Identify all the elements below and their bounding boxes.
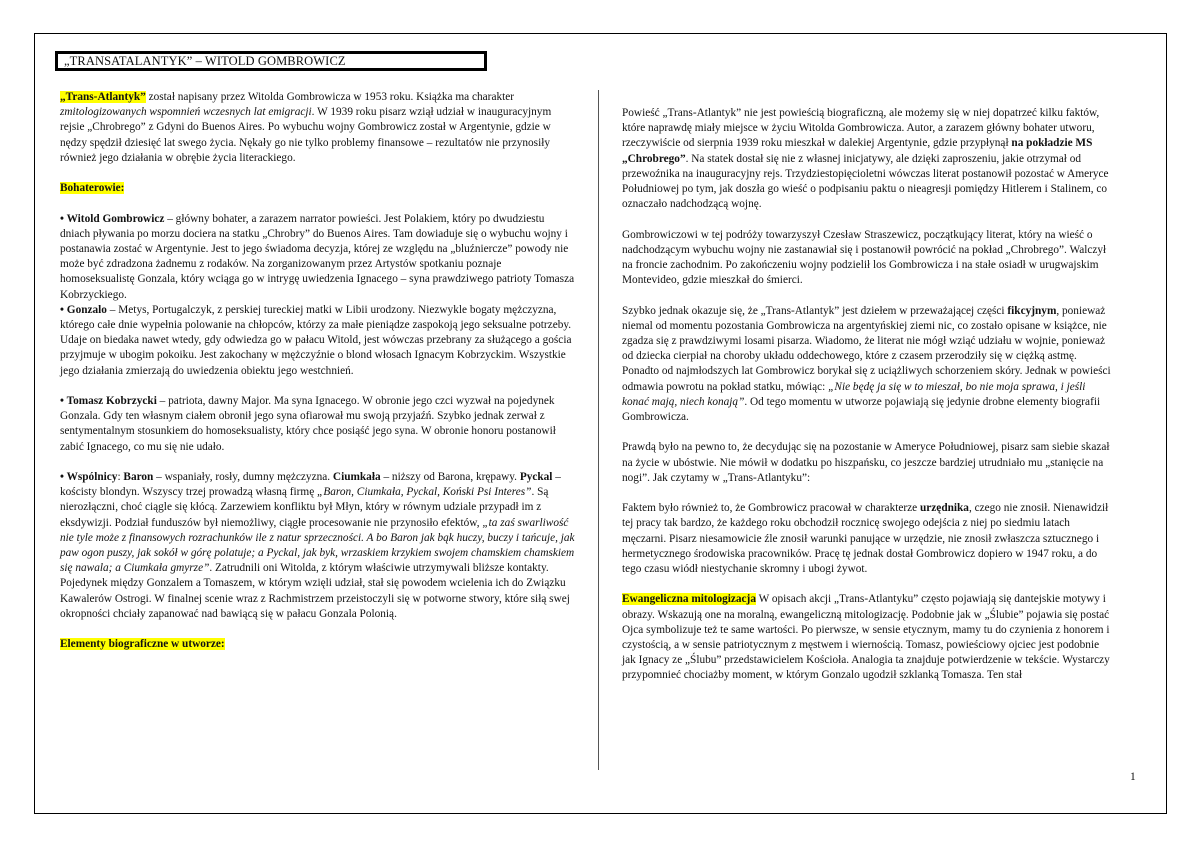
hero-tomasz-text: – patriota, dawny Major. Ma syna Ignacego. W obronie jego czci wyzwał na pojedynek Gonzala. Gdy ten własnym ciałem obronił jego syna ofiarował mu swoją przyjaźń. Szybko jednak zerwał z sentymentalnym stosunkiem do homoseksualisty, który chce posiąść jego syna. W obronie honoru postanowił zabić Ignacego, co mu się nie udało. — [60, 395, 556, 453]
heroes-heading-line — [60, 181, 575, 196]
page-title: „TRANSATALANTYK” – WITOLD GOMBROWICZ — [55, 51, 487, 71]
wspolnicy-t4: . Są nierozłączni, choć ciągle się kłócą. Zarzewiem konfliktu był Młyn, który w równym udziale przypadł im z eksdywizji. Podział funduszów był niemożliwy, ciągłe procesowanie nie przynosiło efektów, — [60, 486, 549, 529]
r3-t3: . Od tego momentu w utworze pojawiają się jedynie drobne elementy biografii Gombrowicza. — [622, 395, 1101, 424]
r3-t2: , ponieważ niemal od momentu pozostania Gombrowicza na argentyńskiej ziemi nic, co zostało opisane w książce, nie zgadza się z prawdziwymi losami pisarza. Wiadomo, że literat nie mógł wziąć udziału w wojnie, ponieważ od dziecka cierpiał na choroby układu oddechowego, które z czasem przerodziły się w ciężką astmę. Ponadto od najmłodszych lat Gombrowicz borykał się z uciążliwych schorzeniem skóry. Jednak w powieści odmawia powrotu na pokład statku, mówiąc: — [622, 304, 1111, 393]
heroes-heading: Bohaterowie: — [60, 182, 125, 195]
hero-witold — [60, 212, 575, 303]
right-paragraph-2: Gombrowiczowi w tej podróży towarzyszył Czesław Straszewicz, początkujący literat, który na wieść o nadchodzącym wybuchu wojny nie zastanawiał się i postanowił powrócić na pokład „Chrobrego”. Walczył na froncie zachodnim. Po zakończeniu wojny podzielił los Gombrowicza i na stałe osiadł w urugwajskim Montevideo, gdzie mieszkał do śmierci. — [622, 228, 1107, 287]
bio-heading-line — [60, 637, 575, 652]
right-paragraph-4: Prawdą było na pewno to, że decydując się na pozostanie w Ameryce Południowej, pisarz sam siebie skazał na życie w ubóstwie. Nie mówił w dodatku po hiszpańsku, co jeszcze bardziej utrudniało mu „stanięcie na nogi”. Jak czytamy w „Trans-Atlantyku”: — [622, 441, 1110, 484]
wspolnicy-t3: – kościsty blondyn. Wszyscy trzej prowadzą własną firmę — [60, 471, 561, 499]
hero-wspolnicy — [60, 470, 575, 622]
wspolnicy-baron: Baron — [123, 471, 154, 484]
r5-bold: urzędnika — [920, 502, 969, 515]
wspolnicy-t2: – niższy od Barona, krępawy. — [380, 471, 520, 484]
r3-bold: fikcyjnym — [1007, 304, 1057, 317]
r1-bold: na pokładzie MS „Chrobrego” — [622, 137, 1093, 165]
hero-tomasz — [60, 394, 575, 455]
intro-highlight: „Trans-Atlantyk” — [60, 91, 146, 103]
page-number: 1 — [1130, 771, 1136, 783]
r6-highlight: Ewangeliczna mitologizacja — [622, 593, 756, 606]
left-column — [60, 90, 575, 668]
right-column — [622, 106, 1112, 699]
wspolnicy-label: • Wspólnicy — [60, 471, 118, 484]
wspolnicy-t5: . Zatrudnili oni Witolda, z którym właściwie utrzymywali bliższe kontakty. Pojedynek między Gonzalem a Tomaszem, w którym wzięli udział, stał się powodem wcielenia ich do Związku Kawalerów Ostrogi. W finalnej scenie wraz z Rachmistrzem przeistoczyli się w potworne stwory, które siłą swej okropności chciały zapanować nad bawiącą się w pałacu Gonzala Polonią. — [60, 562, 570, 620]
r5-t2: , czego nie znosił. Nienawidził tej pracy tak bardzo, że każdego roku obchodził rocznicę swojego odejścia z niej po siedmiu latach męczarni. Pisarz niesamowicie źle znosił warunki panujące w urzędzie, nie znosił zwłaszcza sztucznego i hermetycznego środowiska pracowników. Pracę tę jednak dostał Gombrowicz dopiero w 1947 roku, a do tego czasu wiódł niestychanie skromny i ubogi żywot. — [622, 502, 1109, 576]
intro-text-1: został napisany przez Witolda Gombrowicza w 1953 roku. Książka ma charakter — [145, 91, 515, 103]
wspolnicy-t1: – wspaniały, rosły, dumny mężczyzna. — [153, 471, 333, 484]
intro-text-2: . W 1939 roku pisarz wziął udział w inauguracyjnym rejsie „Chrobrego” z Gdyni do Buenos Aires. Po wybuchu wojny Gombrowicz został w Argentynie, gdzie w nędzy spędził dziesięć lat swego życia. Nękały go nie tylko problemy finansowe – rezultatów nie przynosiły również jego działania w obrębie życia literackiego. — [60, 106, 552, 164]
hero-tomasz-name: • Tomasz Kobrzycki — [60, 395, 157, 408]
right-paragraph-1 — [622, 106, 1112, 212]
wspolnicy-pyckal: Pyckal — [519, 471, 553, 484]
bio-heading: Elementy biograficzne w utworze: — [60, 638, 225, 651]
r3-italic: „Nie będę ja się w to mieszał, bo nie moja sprawa, i jeśli konać mają, niech konają” — [622, 380, 1086, 408]
intro-paragraph — [60, 90, 575, 166]
r5-t1: Faktem było również to, że Gombrowicz pracował w charakterze — [622, 502, 920, 515]
wspolnicy-italic-1: „Baron, Ciumkała, Pyckal, Koński Psi Interes” — [317, 486, 532, 499]
hero-gonzalo-name: • Gonzalo — [60, 303, 107, 316]
intro-italic: zmitologizowanych wspomnień wczesnych lat emigracji — [60, 106, 312, 119]
column-divider — [598, 90, 599, 770]
wspolnicy-t0: : — [117, 471, 124, 484]
right-paragraph-5 — [622, 501, 1112, 577]
hero-gonzalo — [60, 303, 575, 379]
hero-witold-text: – główny bohater, a zarazem narrator powieści. Jest Polakiem, który po dwudziestu dniach pływania po morzu dociera na statku „Chrobry” do Buenos Aires. Tam dowiaduje się o wybuchu wojny i postanawia zostać w Argentynie. Jest to jego świadoma decyzja, której ze względu na „bluźniercze” powody nie może być zdradzona żadnemu z rodaków. Na zorganizowanym przez Artystów spotkaniu poznaje homoseksualistę Gonzala, który wciąga go w intrygę uwiedzenia Ignacego – syna prawdziwego patrioty Tomasza Kobrzyckiego. — [60, 212, 575, 301]
r6-t1: W opisach akcji „Trans-Atlantyku” często pojawiają się dantejskie motywy i obrazy. Wskazują one na moralną, ewangeliczną mitologizację. Podobnie jak w „Ślubie” pojawia się postać Ojca symbolizuje też te same wartości. Po pierwsze, w sensie etycznym, mamy tu do czynienia z honorem i czystością, a w sensie patriotycznym z męstwem i wiernością. Tomasz, powieściowy ojciec jest podobnie jak Ignacy ze „Ślubu” przedstawicielem Kościoła. Analogia ta znajduje potwierdzenie w tekście. Wystarczy przypomnieć chociażby moment, w którym Gonzalo ugodził szklanką Tomasza. Ten stał — [622, 593, 1110, 682]
r3-t1: Szybko jednak okazuje się, że „Trans-Atlantyk” jest dziełem w przeważającej części — [622, 304, 1008, 317]
r1-t1: Powieść „Trans-Atlantyk” nie jest powieścią biograficzną, ale możemy się w niej dopatrzeć kilku faktów, które naprawdę miały miejsce w życiu Witolda Gombrowicza. Autor, a zarazem główny bohater utworu, rzeczywiście od sierpnia 1939 roku mieszkał w dalekiej Argentynie, gdzie przypłynął — [622, 107, 1100, 150]
wspolnicy-italic-2: „ta zaś swarliwość nie tyle może z finansowych rozrachunków ile z natur sprzeczności. A bo Baron jak bąk huczy, buczy i tańcuje, jak paw ogon puszy, jak sokół w górę polatuje; a Pyckal, jak byk, wrzaskiem krzykiem swojem chamskiem chamskiem się nawala; a Ciumkała gmyrze” — [60, 516, 575, 575]
right-paragraph-6 — [622, 592, 1112, 683]
hero-gonzalo-text: – Metys, Portugalczyk, z perskiej tureckiej matki w Libii urodzony. Niezwykle bogaty mężczyzna, którego całe dnie wypełnia polowanie na chłopców, którzy za małe pieniądze zaspokoją jego seksualne potrzeby. Udaje on biedaka nawet wtedy, gdy odwiedza go w pałacu Witold, jest wówczas przebrany za służącego a gościa przyjmuje w ubogim pokoiku. Jest zakochany w mężczyźnie o blond włosach Ignacym Kobrzyckim. Wszystkie jego działania zmierzają do uwiedzenia obiektu jego westchnień. — [60, 303, 572, 377]
right-paragraph-3 — [622, 304, 1112, 426]
hero-witold-name: • Witold Gombrowicz — [60, 212, 165, 225]
r1-t2: . Na statek dostał się nie z własnej inicjatywy, ale dzięki zaproszeniu, jakie otrzymał od przewoźnika na inauguracyjny rejs. Trzydziestopięcioletni wówczas literat postanowił pozostać w Ameryce Południowej po tym, jak doszła go wieść o podpisaniu paktu o nieagresji pomiędzy Hitlerem i Stalinem, co oznaczało nadchodzącą wojnę. — [622, 152, 1109, 211]
wspolnicy-ciumkala: Ciumkała — [332, 471, 381, 484]
